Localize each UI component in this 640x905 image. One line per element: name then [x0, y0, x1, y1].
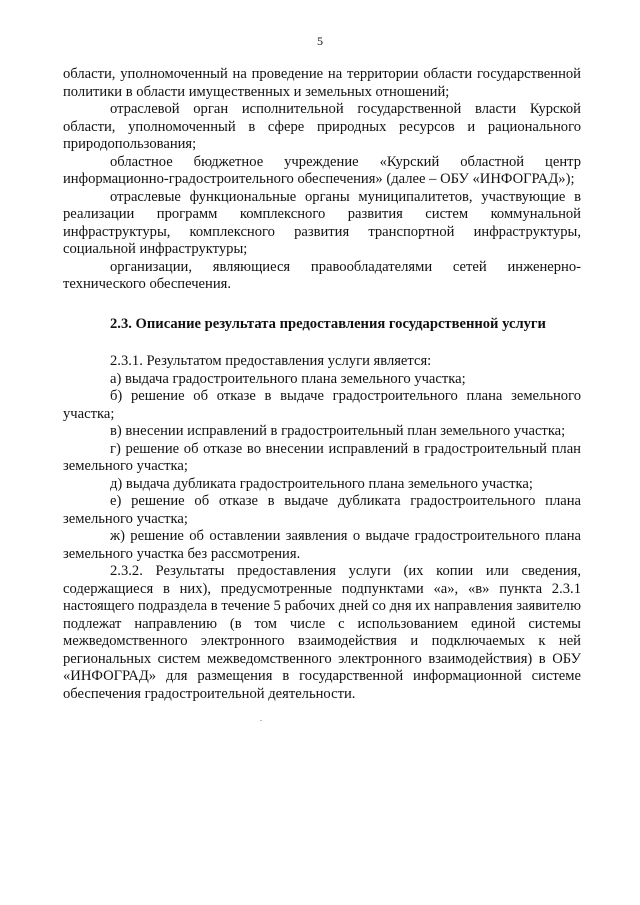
section-heading: 2.3. Описание результата предоставления государственной услуги [110, 315, 546, 332]
closing-paragraph: 2.3.2. Результаты предоставления услуги (их копии или сведения, содержащиеся в них), предусмотренные подпунктами «а», «в» пункта 2.3.1 настоящего подраздела в течение 5 рабочих дней со дня их направления заявителю подлежат направлению (в том числе с использованием единой системы межведомственного электронного взаимодействия и подключаемых к ней региональных систем межведомственного электронного взаимодействия) в ОБУ «ИНФОГРАД» для размещения в государственной информационной системе обеспечения градостроительной деятельности. [63, 563, 581, 702]
section-intro: 2.3.1. Результатом предоставления услуги является: [110, 353, 432, 369]
scan-speck [260, 720, 262, 721]
list-item: г) решение об отказе во внесении исправлений в градостроительный план земельного участка; [63, 440, 581, 474]
paragraph: отраслевой орган исполнительной государственной власти Курской области, уполномоченный в сфере природных ресурсов и рационального природопользования; [63, 101, 581, 152]
paragraph: области, уполномоченный на проведение на территории области государственной политики в области имущественных и земельных отношений; [63, 66, 581, 100]
page-number: 5 [317, 34, 323, 48]
list-item: б) решение об отказе в выдаче градостроительного плана земельного участка; [63, 388, 581, 422]
list-item: д) выдача дубликата градостроительного плана земельного участка; [110, 475, 533, 492]
list-item: в) внесении исправлений в градостроительный план земельного участка; [110, 423, 566, 439]
paragraph: областное бюджетное учреждение «Курский областной центр информационно-градостроительного обеспечения» (далее – ОБУ «ИНФОГРАД»); [63, 153, 581, 187]
paragraph: отраслевые функциональные органы муниципалитетов, участвующие в реализации программ комплексного развития систем коммунальной инфраструктуры, комплексного развития транспортной инфраструктуры, социальной инфраструктуры; [63, 188, 581, 257]
list-item: е) решение об отказе в выдаче дубликата градостроительного плана земельного участка; [63, 493, 581, 527]
paragraph: организации, являющиеся правообладателями сетей инженерно-технического обеспечения. [63, 258, 581, 292]
list-item: а) выдача градостроительного плана земельного участка; [110, 370, 466, 387]
list-item: ж) решение об оставлении заявления о выдаче градостроительного плана земельного участка без рассмотрения. [63, 528, 581, 562]
document-body [63, 66, 581, 703]
